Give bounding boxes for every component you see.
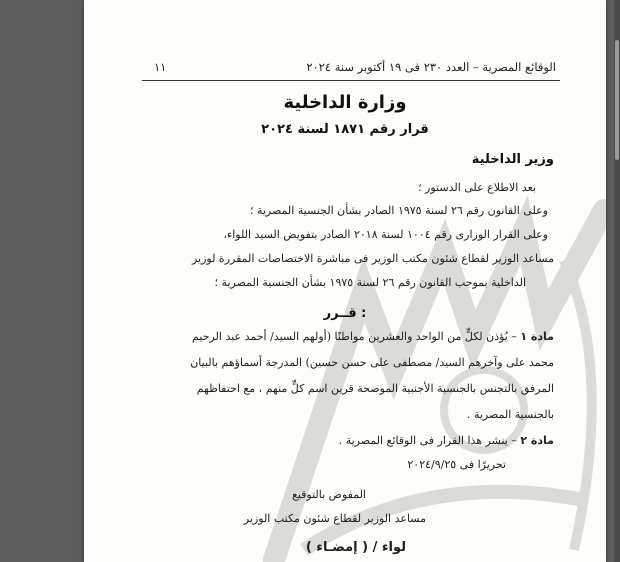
article2-text: – ينشر هذا القرار فى الوقائع المصرية .	[338, 434, 517, 447]
article1-label: مادة ١	[520, 330, 554, 343]
article2-label: مادة ٢	[520, 434, 554, 447]
preamble-line: بعد الاطلاع على الدستور ؛	[418, 181, 536, 194]
vertical-scrollbar[interactable]	[614, 0, 620, 562]
decided-label: قــرر :	[323, 306, 367, 321]
preamble-line: مساعد الوزير لقطاع شئون مكتب الوزير فى مباشرة الاختصاصات المقررة لوزير	[191, 252, 554, 265]
signature-line: المفوض بالتوقيع	[291, 488, 366, 501]
signature-line: لواء / ( إمضـاء )	[305, 540, 406, 555]
ministry-title: وزارة الداخلية	[283, 92, 407, 113]
page-number: ١١	[154, 60, 167, 74]
decree-title: قرار رقم ١٨٧١ لسنة ٢٠٢٤	[261, 122, 429, 137]
scroll-thumb[interactable]	[615, 40, 619, 160]
page-header	[154, 60, 556, 78]
article1-line: بالجنسية المصرية .	[466, 408, 554, 421]
article1-line	[192, 330, 554, 343]
signature-line: مساعد الوزير لقطاع شئون مكتب الوزير	[243, 512, 426, 525]
header-divider	[142, 80, 560, 81]
article1-line: محمد على وآخرهم السيد/ مصطفى على حسن حسين) المدرجة أسماؤهم بالبيان	[190, 356, 554, 369]
article1-text: – يُؤذن لكلٍّ من الواحد والعشرين مواطنًا (أولهم السيد/ أحمد عبد الرحيم	[192, 330, 517, 343]
article1-line: المرفق بالتجنس بالجنسية الأجنبية الموضحة قرين اسم كلٍّ منهم ، مع احتفاظهم	[196, 382, 554, 395]
issued-date: تحريرًا فى ٢٠٢٤/٩/٢٥	[407, 458, 506, 471]
header-text: الوقائع المصرية – العدد ٢٣٠ فى ١٩ أكتوبر سنة ٢٠٢٤	[306, 60, 556, 74]
preamble-line: وعلى القانون رقم ٢٦ لسنة ١٩٧٥ الصادر بشأن الجنسية المصرية ؛	[249, 204, 548, 217]
preamble-line: وعلى القرار الوزارى رقم ١٠٠٤ لسنة ٢٠١٨ الصادر بتفويض السيد اللواء،	[223, 228, 548, 241]
preamble-line: الداخلية بموجب القانون رقم ٢٦ لسنة ١٩٧٥ بشأن الجنسية المصرية ؛	[214, 276, 526, 289]
document-page	[84, 0, 606, 562]
minister-heading: وزير الداخلية	[471, 152, 554, 167]
article2-line	[339, 434, 554, 447]
